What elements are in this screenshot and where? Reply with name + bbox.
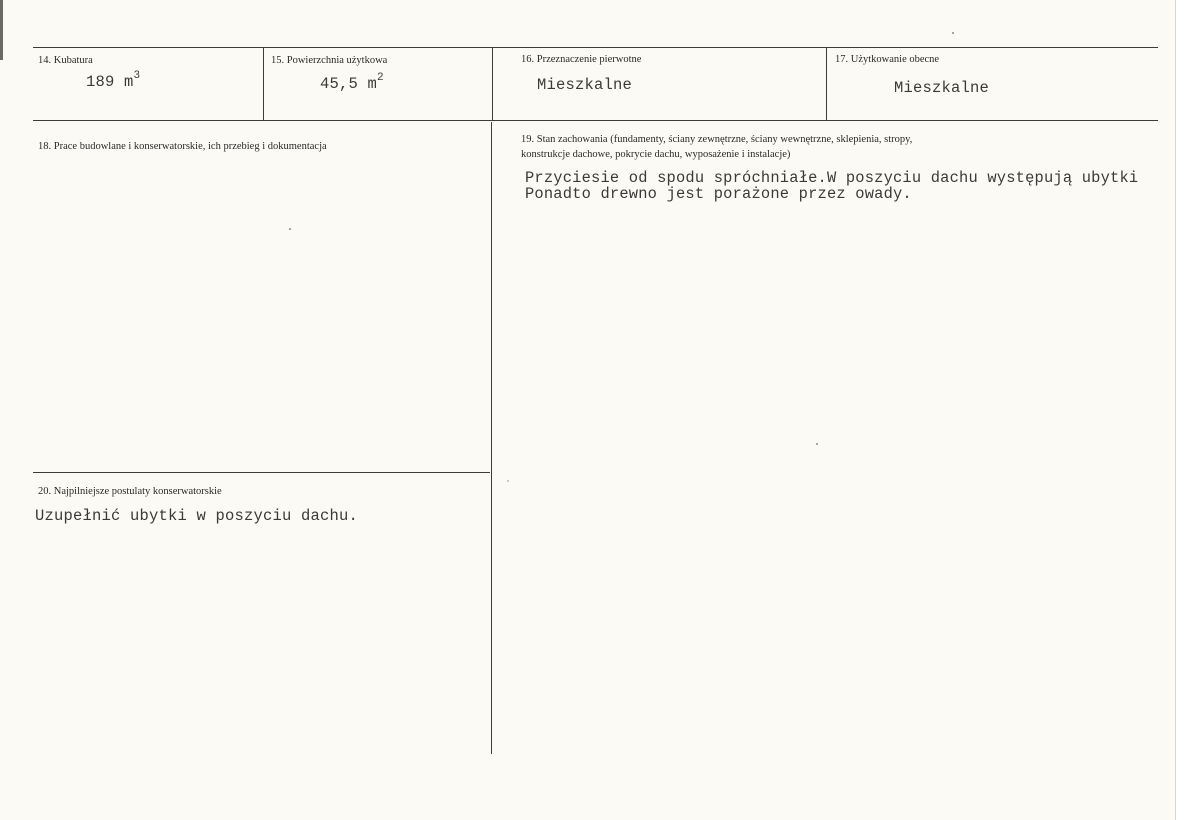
field-19-text-line2: Ponadto drewno jest porażone przez owady. <box>525 185 912 203</box>
top-rule <box>33 47 1158 48</box>
field-20-text: Uzupełnić ubytki w poszyciu dachu. <box>35 507 359 525</box>
divider-16-17 <box>826 48 827 120</box>
scan-edge <box>0 0 3 60</box>
field-16-label: 16. Przeznaczenie pierwotne <box>521 54 642 65</box>
field-19-text-line1: Przyciesie od spodu spróchniałe.W poszyciu dachu występują ubytki <box>525 169 1139 187</box>
field-19-label-line2: konstrukcje dachowe, pokrycie dachu, wyposażenie i instalacje) <box>521 149 791 160</box>
field-16-value: Mieszkalne <box>537 76 633 94</box>
divider-14-15 <box>263 48 264 120</box>
field-15-label: 15. Powierzchnia użytkowa <box>271 55 388 66</box>
field-17-label: 17. Użytkowanie obecne <box>835 54 940 65</box>
field-20-label: 20. Najpilniejsze postulaty konserwatorskie <box>38 486 222 497</box>
scan-speck <box>289 228 291 230</box>
scan-background <box>1175 0 1200 820</box>
divider-15-16 <box>492 48 493 120</box>
field-18-bottom-rule <box>33 472 490 473</box>
row1-bottom-rule <box>33 120 1158 121</box>
field-19-label-line1: 19. Stan zachowania (fundamenty, ściany zewnętrzne, ściany wewnętrzne, sklepienia, stropy, <box>521 134 913 145</box>
field-14-label: 14. Kubatura <box>38 55 93 66</box>
scan-speck <box>952 32 954 34</box>
field-18-label: 18. Prace budowlane i konserwatorskie, ich przebieg i dokumentacja <box>38 141 327 152</box>
field-15-value: 45,5 $m^2$ <box>320 72 384 94</box>
scan-speck <box>816 443 818 445</box>
scan-speck <box>507 480 509 482</box>
field-17-value: Mieszkalne <box>894 79 990 97</box>
main-column-divider <box>491 122 492 754</box>
field-14-value: 189 $m^3$ <box>86 70 141 92</box>
